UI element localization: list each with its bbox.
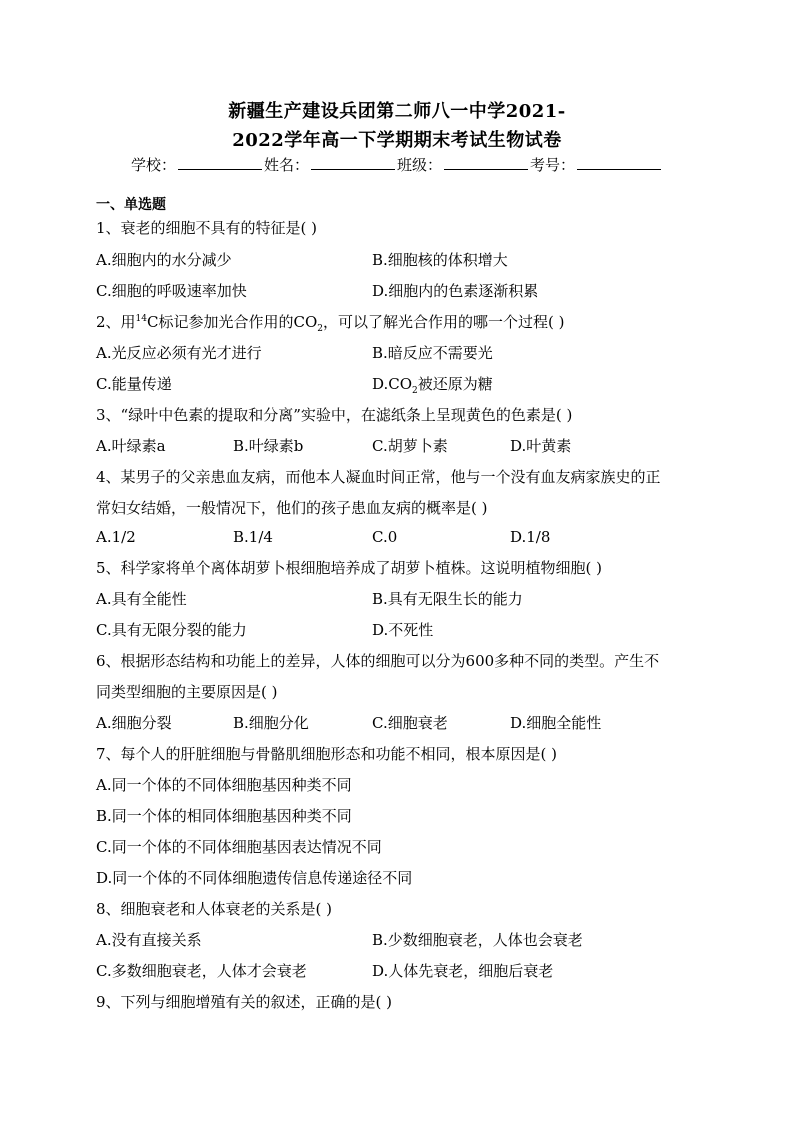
student-info-row: [0, 154, 794, 175]
question-2-option-c: C.能量传递: [96, 375, 172, 393]
question-5-option-b: B.具有无限生长的能力: [372, 590, 523, 608]
question-5-stem: 5、科学家将单个离体胡萝卜根细胞培养成了胡萝卜植株。这说明植物细胞( ): [96, 559, 603, 577]
question-1-option-c: C.细胞的呼吸速率加快: [96, 282, 247, 300]
school-label: 学校：: [130, 156, 176, 174]
question-7-option-a: A.同一个体的不同体细胞基因种类不同: [96, 776, 352, 794]
question-8-option-b: B.少数细胞衰老，人体也会衰老: [372, 931, 583, 949]
question-4-option-b: B.1/4: [233, 528, 273, 546]
question-8-option-a: A.没有直接关系: [96, 931, 202, 949]
question-6-option-d: D.细胞全能性: [510, 714, 602, 732]
question-2-option-d-prefix: D.CO: [372, 375, 413, 393]
question-6-stem-line2: 同类型细胞的主要原因是( ): [96, 683, 278, 701]
question-8-option-c: C.多数细胞衰老，人体才会衰老: [96, 962, 307, 980]
co2-subscript: 2: [412, 386, 418, 396]
question-5-option-a: A.具有全能性: [96, 590, 187, 608]
question-7-option-c: C.同一个体的不同体细胞基因表达情况不同: [96, 838, 382, 856]
question-1-option-d: D.细胞内的色素逐渐积累: [372, 282, 539, 300]
question-5-option-d: D.不死性: [372, 621, 434, 639]
exam-title-line1: 新疆生产建设兵团第二师八一中学2021-: [228, 101, 566, 122]
exam-no-label: 考号：: [530, 156, 576, 174]
question-6-stem-line1: 6、根据形态结构和功能上的差异，人体的细胞可以分为600多种不同的类型。产生不: [96, 652, 660, 670]
question-9-stem: 9、下列与细胞增殖有关的叙述，正确的是( ): [96, 993, 393, 1011]
question-2-stem-suffix: ，可以了解光合作用的哪一个过程( ): [323, 313, 565, 331]
question-2-stem: [96, 311, 564, 334]
question-8-option-d: D.人体先衰老，细胞后衰老: [372, 962, 554, 980]
section-heading: 一、单选题: [96, 197, 166, 213]
question-1-option-b: B.细胞核的体积增大: [372, 251, 508, 269]
question-2-option-a: A.光反应必须有光才进行: [96, 344, 262, 362]
question-3-option-a: A.叶绿素a: [96, 437, 166, 455]
question-5-option-c: C.具有无限分裂的能力: [96, 621, 247, 639]
question-3-stem: 3、“绿叶中色素的提取和分离”实验中，在滤纸条上呈现黄色的色素是( ): [96, 406, 573, 424]
question-4-option-d: D.1/8: [510, 528, 551, 546]
question-3-option-b: B.叶绿素b: [233, 437, 304, 455]
question-7-stem: 7、每个人的肝脏细胞与骨骼肌细胞形态和功能不相同，根本原因是( ): [96, 745, 558, 763]
class-label: 班级：: [397, 156, 443, 174]
question-7-option-d: D.同一个体的不同体细胞遗传信息传递途径不同: [96, 869, 413, 887]
question-4-option-a: A.1/2: [96, 528, 136, 546]
question-6-option-b: B.细胞分化: [233, 714, 309, 732]
question-4-stem-line1: 4、某男子的父亲患血友病，而他本人凝血时间正常，他与一个没有血友病家族史的正: [96, 468, 661, 486]
question-2-stem-middle: C标记参加光合作用的CO: [147, 313, 318, 331]
name-blank: [311, 155, 395, 170]
co2-subscript: 2: [317, 324, 323, 334]
question-6-option-a: A.细胞分裂: [96, 714, 172, 732]
question-6-option-c: C.细胞衰老: [372, 714, 448, 732]
question-2-option-b: B.暗反应不需要光: [372, 344, 493, 362]
question-1-option-a: A.细胞内的水分减少: [96, 251, 232, 269]
school-blank: [178, 155, 262, 170]
class-blank: [444, 155, 528, 170]
question-8-stem: 8、细胞衰老和人体衰老的关系是( ): [96, 900, 333, 918]
question-1-stem: 1、衰老的细胞不具有的特征是( ): [96, 219, 318, 237]
question-3-option-c: C.胡萝卜素: [372, 437, 448, 455]
exam-title-line2: 2022学年高一下学期期末考试生物试卷: [232, 130, 562, 151]
exam-no-blank: [577, 155, 661, 170]
isotope-superscript: 14: [135, 314, 147, 324]
question-2-option-d-suffix: 被还原为糖: [417, 375, 493, 393]
question-4-option-c: C.0: [372, 528, 398, 546]
question-2-option-d: [372, 373, 493, 396]
question-2-stem-prefix: 2、用: [96, 313, 136, 331]
question-7-option-b: B.同一个体的相同体细胞基因种类不同: [96, 807, 352, 825]
question-3-option-d: D.叶黄素: [510, 437, 572, 455]
question-4-stem-line2: 常妇女结婚，一般情况下，他们的孩子患血友病的概率是( ): [96, 499, 488, 517]
name-label: 姓名：: [263, 156, 309, 174]
